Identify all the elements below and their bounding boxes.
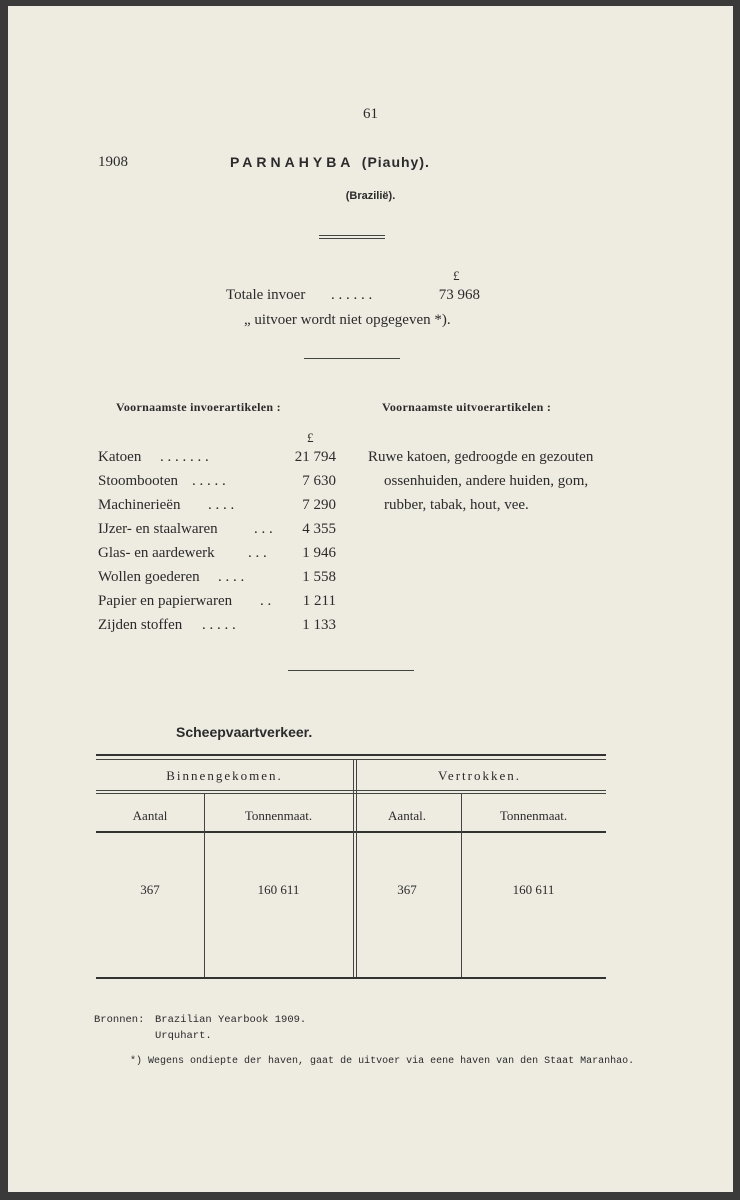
- table-vertical-rule: [353, 759, 354, 977]
- export-line: ossenhuiden, andere huiden, gom,: [384, 473, 589, 489]
- shipping-table-mid-rule: [96, 790, 606, 794]
- exports-header: Voornaamste uitvoerartikelen :: [382, 400, 552, 414]
- source-line: Urquhart.: [155, 1030, 212, 1042]
- page-title: [230, 154, 430, 170]
- col-count-out: Aantal.: [388, 808, 426, 823]
- table-vertical-rule: [356, 759, 357, 977]
- import-item-dots: . . .: [248, 545, 267, 561]
- total-import-dots: . . . . . .: [331, 287, 373, 303]
- import-item-label: Stoombooten: [98, 473, 179, 489]
- import-item-label: IJzer- en staalwaren: [98, 521, 218, 537]
- import-item-value: 7 290: [302, 497, 336, 513]
- import-item-dots: . . . . .: [192, 473, 226, 489]
- value-tonnage-out: 160 611: [512, 882, 555, 897]
- totals-currency: £: [453, 268, 460, 283]
- import-item-dots: . . . .: [218, 569, 245, 585]
- import-item-value: 21 794: [294, 449, 336, 465]
- divider: [288, 670, 414, 671]
- shipping-table-top-rule: [96, 754, 606, 756]
- value-count-in: 367: [140, 882, 160, 897]
- shipping-table-top-rule-thin: [96, 759, 606, 760]
- footnote-text: Wegens ondiepte der haven, gaat de uitvoer via eene haven van den Staat Maranhao.: [148, 1056, 635, 1067]
- double-divider: [319, 235, 385, 239]
- arrived-header: Binnengekomen.: [166, 768, 283, 783]
- sources-label: Bronnen:: [94, 1014, 145, 1026]
- import-item-label: Katoen: [98, 449, 142, 465]
- footnote-mark: *): [130, 1056, 143, 1067]
- page-number: 61: [363, 106, 378, 122]
- col-tonnage-out: Tonnenmaat.: [499, 808, 568, 823]
- import-item-value: 1 211: [302, 593, 336, 609]
- document-page: [8, 6, 733, 1192]
- shipping-table-header-rule: [96, 831, 606, 833]
- col-tonnage-in: Tonnenmaat.: [244, 808, 313, 823]
- divider: [304, 358, 400, 359]
- footnote: [130, 1056, 634, 1067]
- import-item-value: 1 133: [302, 617, 336, 633]
- title-region: (Piauhy).: [361, 154, 430, 170]
- import-item-label: Glas- en aardewerk: [98, 545, 215, 561]
- value-count-out: 367: [397, 882, 417, 897]
- import-item-label: Machinerieën: [98, 497, 181, 513]
- import-item-label: Wollen goederen: [98, 569, 200, 585]
- col-count-in: Aantal: [132, 808, 168, 823]
- import-item-dots: . .: [260, 593, 272, 609]
- imports-header: Voornaamste invoerartikelen :: [116, 400, 281, 414]
- import-item-dots: . . . .: [208, 497, 235, 513]
- import-item-label: Zijden stoffen: [98, 617, 183, 633]
- table-vertical-rule: [204, 793, 205, 977]
- import-item-value: 1 946: [302, 545, 336, 561]
- total-export-note: „ uitvoer wordt niet opgegeven *).: [244, 312, 451, 328]
- import-item-value: 1 558: [302, 569, 336, 585]
- year: 1908: [98, 154, 128, 170]
- title-city: PARNAHYBA: [230, 154, 354, 170]
- value-tonnage-in: 160 611: [257, 882, 300, 897]
- imports-currency: £: [307, 430, 314, 445]
- import-item-label: Papier en papierwaren: [98, 593, 233, 609]
- departed-header: Vertrokken.: [437, 768, 521, 783]
- import-item-value: 7 630: [302, 473, 336, 489]
- total-import-label: Totale invoer: [226, 287, 306, 303]
- shipping-table-bottom-rule: [96, 977, 606, 979]
- import-item-value: 4 355: [302, 521, 336, 537]
- export-line: Ruwe katoen, gedroogde en gezouten: [368, 449, 594, 465]
- import-item-dots: . . . . . . .: [160, 449, 209, 465]
- country-subtitle: (Brazilië).: [345, 190, 396, 202]
- export-line: rubber, tabak, hout, vee.: [384, 497, 529, 513]
- shipping-title: Scheepvaartverkeer.: [176, 724, 313, 740]
- table-vertical-rule: [461, 793, 462, 977]
- import-item-dots: . . . . .: [202, 617, 236, 633]
- import-item-dots: . . .: [254, 521, 273, 537]
- total-import-value: 73 968: [438, 287, 480, 303]
- source-line: Brazilian Yearbook 1909.: [155, 1014, 307, 1026]
